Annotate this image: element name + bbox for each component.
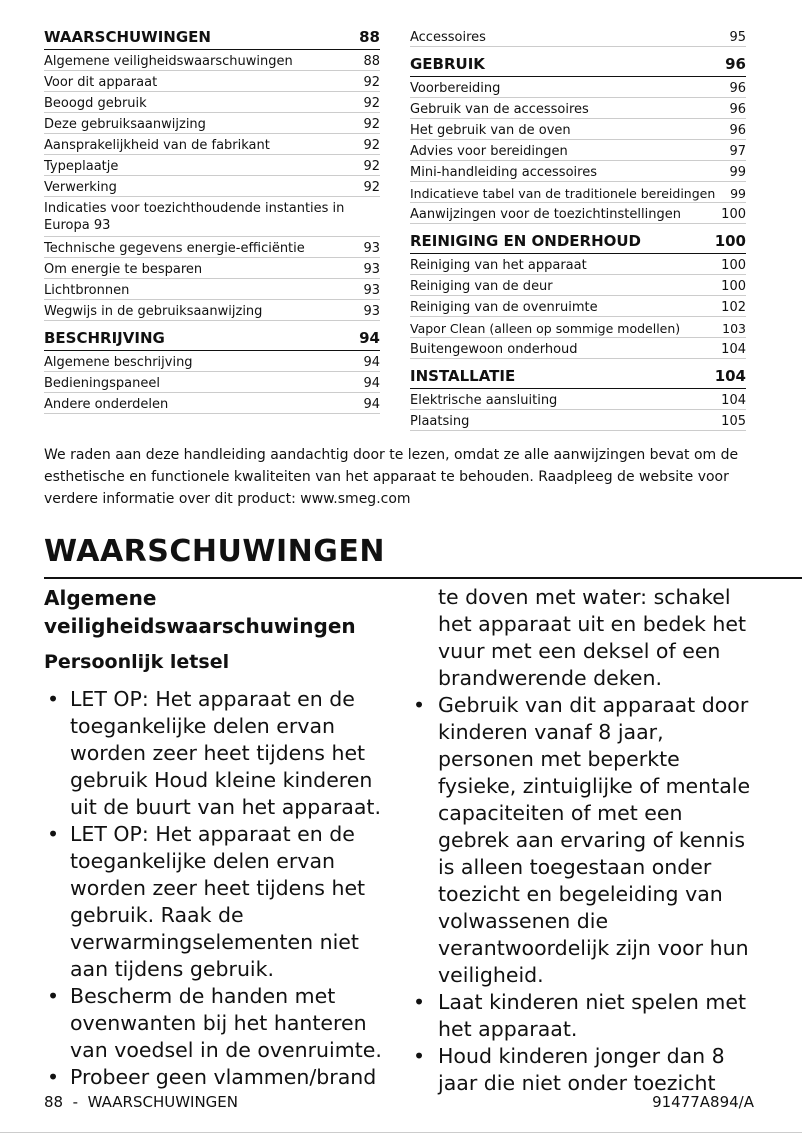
toc-heading-page: 96 <box>725 55 746 73</box>
toc-heading-page: 100 <box>714 232 746 250</box>
toc-heading-reiniging[interactable] <box>410 230 746 254</box>
toc-entry[interactable] <box>44 92 380 113</box>
warning-item: • Houd kinderen jonger dan 8 jaar die niet onder toezicht <box>410 1043 760 1097</box>
footer-rule <box>0 1132 802 1133</box>
toc-entry-title: Reiniging van de deur <box>410 279 553 294</box>
warning-item: • Bescherm de handen met ovenwanten bij het hanteren van voedsel in de ovenruimte. <box>44 983 389 1064</box>
toc-entry-title: Verwerking <box>44 180 117 195</box>
toc-entry[interactable] <box>44 176 380 197</box>
toc-entry[interactable] <box>44 351 380 372</box>
toc-entry-page: 100 <box>721 207 746 222</box>
warning-list-right <box>410 692 760 1097</box>
toc-entry-page: 88 <box>363 54 380 69</box>
toc-entry[interactable] <box>410 98 746 119</box>
toc-entry-page: 96 <box>729 102 746 117</box>
toc-heading-page: 94 <box>359 329 380 347</box>
toc-entry[interactable] <box>44 113 380 134</box>
toc-entry-page: 92 <box>363 96 380 111</box>
toc-entry-title: Aansprakelijkheid van de fabrikant <box>44 138 270 153</box>
toc-entry-title: Plaatsing <box>410 414 470 429</box>
toc-entry-title: Voor dit apparaat <box>44 75 158 90</box>
toc-entry[interactable] <box>44 71 380 92</box>
toc-heading-title: WAARSCHUWINGEN <box>44 28 211 46</box>
toc-heading-installatie[interactable] <box>410 365 746 389</box>
toc-heading-gebruik[interactable] <box>410 53 746 77</box>
toc-entry-page: 92 <box>363 117 380 132</box>
toc-entry-page: 92 <box>363 75 380 90</box>
toc-entry-page: 93 <box>363 241 380 256</box>
toc-entry-page: 100 <box>721 279 746 294</box>
toc-entry-page: 94 <box>363 355 380 370</box>
toc-entry[interactable] <box>410 317 746 338</box>
toc-entry-page: 93 <box>363 304 380 319</box>
toc-entry-page: 96 <box>729 81 746 96</box>
toc-entry-title: Gebruik van de accessoires <box>410 102 589 117</box>
toc-section <box>410 53 746 224</box>
section-title-rule <box>44 577 802 579</box>
section-title: WAARSCHUWINGEN <box>44 534 385 569</box>
toc-entry[interactable] <box>410 26 746 47</box>
toc-entry-title: Elektrische aansluiting <box>410 393 558 408</box>
toc-heading-title: INSTALLATIE <box>410 367 516 385</box>
toc-entry[interactable] <box>410 275 746 296</box>
toc-entry-page: 102 <box>721 300 746 315</box>
toc-entry[interactable] <box>44 134 380 155</box>
toc-entry[interactable] <box>410 77 746 98</box>
toc-entry-title: Beoogd gebruik <box>44 96 147 111</box>
toc-entry-title: Buitengewoon onderhoud <box>410 342 578 357</box>
toc-entry[interactable] <box>44 258 380 279</box>
toc-entry-title: Technische gegevens energie-efficiëntie <box>44 241 305 256</box>
warning-item: • Laat kinderen niet spelen met het apparaat. <box>410 989 760 1043</box>
toc-entry-page: 96 <box>729 123 746 138</box>
toc-entry[interactable] <box>410 161 746 182</box>
toc-entry-page: 99 <box>729 165 746 180</box>
body-right-column <box>410 584 760 1097</box>
toc-entry-title: Accessoires <box>410 30 486 45</box>
subsection-title: Algemene veiligheidswaarschuwingen <box>44 586 356 638</box>
toc-section <box>44 26 380 321</box>
toc-entry-title: Andere onderdelen <box>44 397 169 412</box>
footer-page-label: 88 - WAARSCHUWINGEN <box>44 1093 238 1111</box>
toc-heading-title: BESCHRIJVING <box>44 329 165 347</box>
toc-entry[interactable] <box>410 203 746 224</box>
subsubsection-title: Persoonlijk letsel <box>44 651 230 673</box>
toc-entry[interactable] <box>44 300 380 321</box>
toc-entry[interactable] <box>44 155 380 176</box>
toc-entry-page: 104 <box>721 342 746 357</box>
toc-entry-title: Reiniging van de ovenruimte <box>410 300 598 315</box>
toc-entry[interactable] <box>44 50 380 71</box>
toc-entry-page: 94 <box>363 397 380 412</box>
toc-heading-page: 104 <box>714 367 746 385</box>
toc-entry[interactable] <box>410 410 746 431</box>
toc-entry[interactable] <box>410 119 746 140</box>
toc-entry-title: Lichtbronnen <box>44 283 130 298</box>
toc-entry-title: Typeplaatje <box>44 159 119 174</box>
toc-entry[interactable] <box>410 140 746 161</box>
toc-entry-title: Algemene beschrijving <box>44 355 193 370</box>
toc-entry-page: 94 <box>363 376 380 391</box>
toc-entry-page: 104 <box>721 393 746 408</box>
warning-list-left <box>44 686 389 1091</box>
toc-entry-title: Algemene veiligheidswaarschuwingen <box>44 54 293 69</box>
toc-entry[interactable] <box>410 338 746 359</box>
toc-heading-waarschuwingen[interactable] <box>44 26 380 50</box>
toc-heading-page: 88 <box>359 28 380 46</box>
toc-entry-page: 93 <box>363 262 380 277</box>
toc-entry-page: 99 <box>730 186 746 201</box>
warning-item: • LET OP: Het apparaat en de toegankelijke delen ervan worden zeer heet tijdens het gebruik. Raak de verwarmingselementen niet aan tijdens gebruik. <box>44 821 389 983</box>
intro-paragraph: We raden aan deze handleiding aandachtig door te lezen, omdat ze alle aanwijzingen bevat om de esthetische en functionele kwaliteiten van het apparaat te behouden. Raadpleeg de website voor verdere informatie over dit product: www.smeg.com <box>44 447 739 507</box>
toc-right-column <box>410 26 746 437</box>
toc-section <box>410 230 746 359</box>
body-left-column <box>44 584 389 1091</box>
toc-left-column <box>44 26 380 420</box>
toc-entry-page: 105 <box>721 414 746 429</box>
page-footer <box>44 1092 754 1112</box>
warning-continuation: te doven met water: schakel het apparaat uit en bedek het vuur met een deksel of een brandwerende deken. <box>438 585 747 690</box>
toc-entry[interactable] <box>410 254 746 275</box>
toc-entry-page: 93 <box>363 283 380 298</box>
toc-entry-title: Vapor Clean (alleen op sommige modellen) <box>410 321 681 336</box>
toc-entry-title: Wegwijs in de gebruiksaanwijzing <box>44 304 263 319</box>
toc-heading-beschrijving[interactable] <box>44 327 380 351</box>
toc-entry-title: Mini-handleiding accessoires <box>410 165 597 180</box>
toc-section <box>44 327 380 414</box>
toc-entry-title: Indicatieve tabel van de traditionele bereidingen <box>410 186 716 201</box>
toc-heading-title: GEBRUIK <box>410 55 485 73</box>
toc-entry[interactable] <box>44 372 380 393</box>
toc-entry-page: 92 <box>363 138 380 153</box>
toc-section <box>410 365 746 431</box>
toc-entry[interactable] <box>44 237 380 258</box>
toc-heading-title: REINIGING EN ONDERHOUD <box>410 232 642 250</box>
toc-entry-title: Bedieningspaneel <box>44 376 160 391</box>
toc-entry-page: 92 <box>363 180 380 195</box>
warning-item: • LET OP: Het apparaat en de toegankelijke delen ervan worden zeer heet tijdens het gebruik Houd kleine kinderen uit de buurt van het apparaat. <box>44 686 389 821</box>
toc-entry-title: Reiniging van het apparaat <box>410 258 587 273</box>
footer-doc-code: 91477A894/A <box>652 1093 754 1111</box>
toc-entry[interactable] <box>410 296 746 317</box>
toc-entry-title: Deze gebruiksaanwijzing <box>44 117 206 132</box>
warning-item: • Probeer geen vlammen/brand <box>44 1064 389 1091</box>
toc-entry[interactable] <box>410 389 746 410</box>
toc-entry-page: 92 <box>363 159 380 174</box>
toc-entry-title: Om energie te besparen <box>44 262 203 277</box>
toc-entry[interactable] <box>44 197 380 237</box>
toc-entry-page: 95 <box>729 30 746 45</box>
warning-item: • Gebruik van dit apparaat door kinderen vanaf 8 jaar, personen met beperkte fysieke, zintuiglijke of mentale capaciteiten of met een gebrek aan ervaring of kennis is alleen toegestaan onder toezicht en begeleiding van volwassenen die verantwoordelijk zijn voor hun veiligheid. <box>410 692 760 989</box>
toc-entry-page: 97 <box>729 144 746 159</box>
toc-entry-page: 100 <box>721 258 746 273</box>
toc-entry-title: Indicaties voor toezichthoudende instanties in Europa 93 <box>44 201 345 233</box>
toc-entry[interactable] <box>410 182 746 203</box>
toc-entry-title: Voorbereiding <box>410 81 501 96</box>
toc-entry-title: Het gebruik van de oven <box>410 123 571 138</box>
toc-entry[interactable] <box>44 279 380 300</box>
toc-entry[interactable] <box>44 393 380 414</box>
toc-section <box>410 26 746 47</box>
toc-entry-page: 103 <box>722 321 746 336</box>
toc-entry-title: Advies voor bereidingen <box>410 144 568 159</box>
toc-entry-title: Aanwijzingen voor de toezichtinstellingen <box>410 207 681 222</box>
